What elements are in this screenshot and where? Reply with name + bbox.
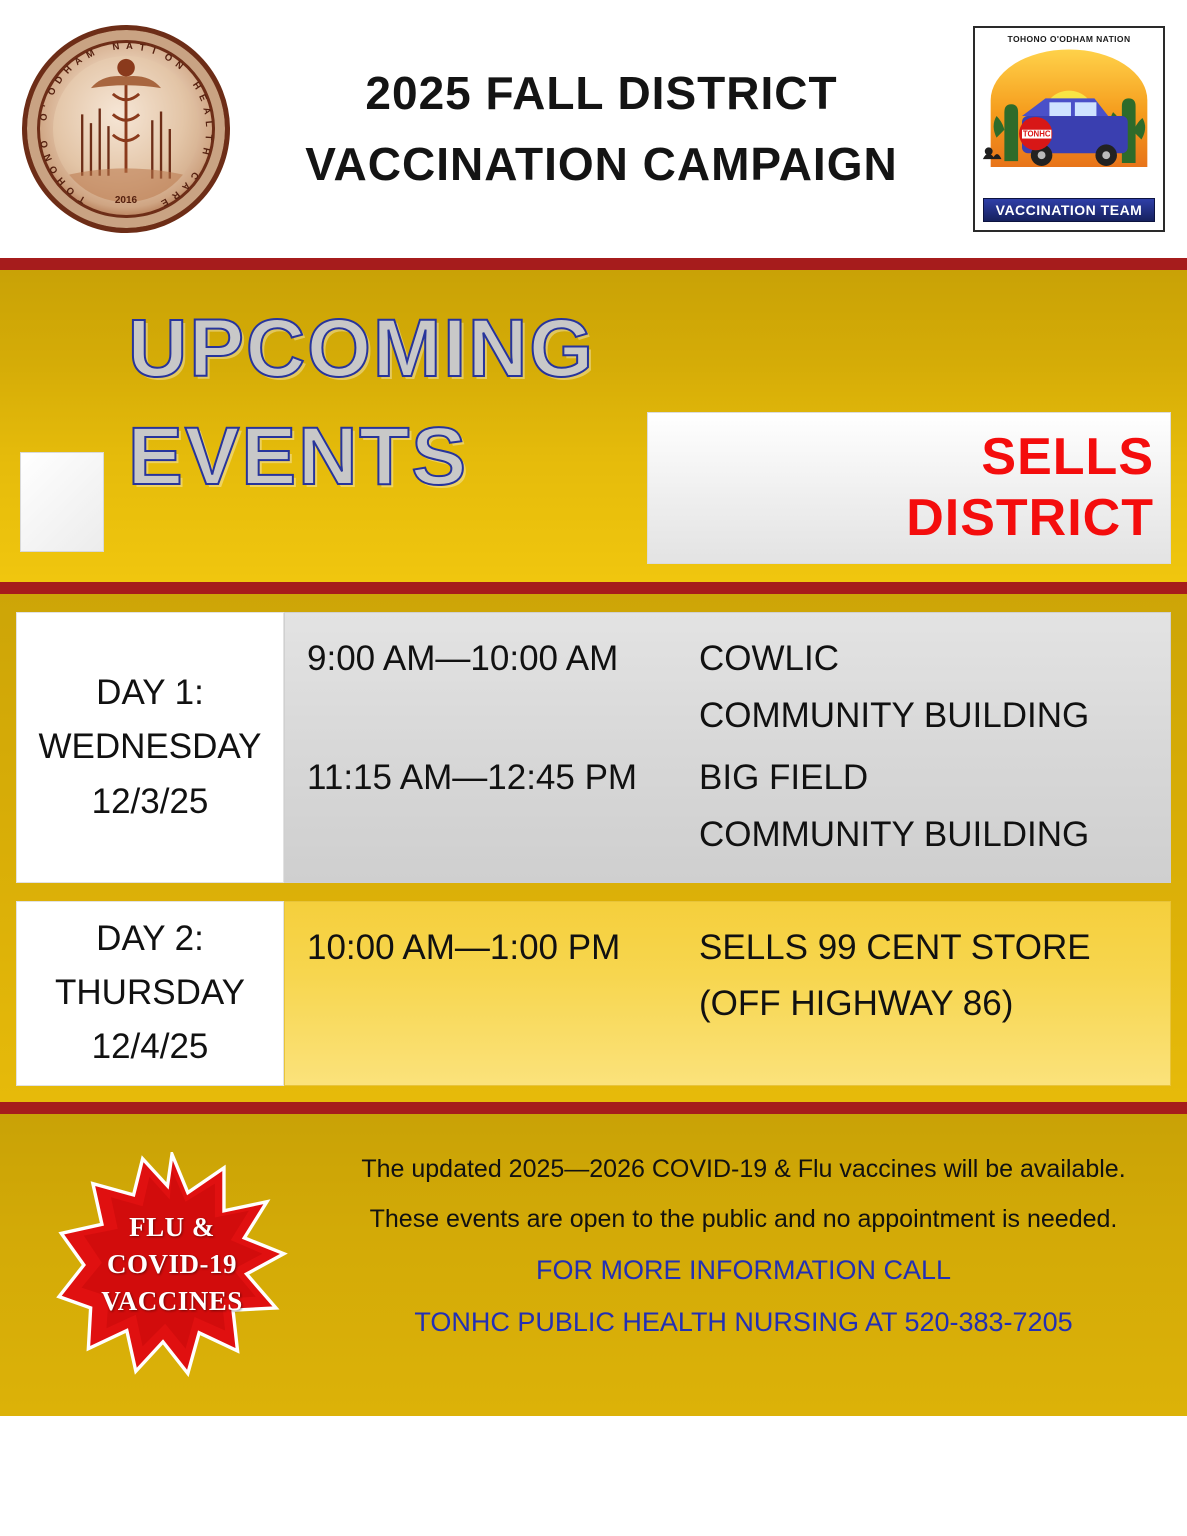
footer-call-2: TONHC PUBLIC HEALTH NURSING AT 520-383-7205 (414, 1307, 1073, 1338)
day1-slot-2-place-line1: BIG FIELD (699, 758, 869, 798)
schedule-row-day2 (16, 901, 1171, 1086)
district-line-1: SELLS (981, 427, 1154, 486)
district-callout (647, 412, 1171, 564)
burst-text (101, 1209, 243, 1321)
schedule-table (0, 594, 1187, 1102)
day2-slots (284, 901, 1171, 1086)
upcoming-events-banner (0, 270, 1187, 582)
burst-line-1: FLU & (129, 1211, 215, 1242)
day1-label-line3: 12/3/25 (91, 781, 209, 821)
day2-slot-1 (307, 920, 1154, 1033)
day2-label-line1: DAY 2: (96, 918, 204, 958)
day1-slot-1-place-line1: COWLIC (699, 639, 839, 678)
day1-label-line2: WEDNESDAY (38, 727, 262, 767)
burst-line-2: COVID-19 (106, 1248, 237, 1279)
day1-slot-1-place (699, 631, 1154, 744)
caduceus-icon (53, 56, 199, 202)
day2-slot-1-time: 10:00 AM—1:00 PM (307, 927, 621, 967)
schedule-row-day1 (16, 612, 1171, 883)
day2-slot-1-place-line1: SELLS 99 CENT STORE (699, 927, 1091, 967)
day1-slot-1-time: 9:00 AM—10:00 AM (307, 639, 619, 678)
seal-inner-emblem (53, 56, 199, 202)
tonhc-seal-logo (22, 25, 230, 233)
day1-slot-1 (307, 631, 1154, 744)
district-line-2: DISTRICT (906, 489, 1154, 547)
day1-label (16, 612, 284, 883)
day1-slot-2-place (699, 750, 1154, 863)
day2-label-line3: 12/4/25 (91, 1027, 209, 1067)
divider-bottom (0, 1102, 1187, 1114)
day2-label (16, 901, 284, 1086)
day1-slot-2-place-line2: COMMUNITY BUILDING (699, 815, 1090, 855)
footer (0, 1114, 1187, 1416)
footer-note-1: The updated 2025—2026 COVID-19 & Flu vaccines will be available. (361, 1154, 1126, 1183)
van-logo-nation-text: TOHONO O'ODHAM NATION (1007, 34, 1131, 44)
divider-middle (0, 582, 1187, 594)
seal-year: 2016 (114, 195, 138, 206)
van-logo-team-label: VACCINATION TEAM (983, 198, 1155, 222)
seal-ring-text: T O H O N O O ' O D H A M N A T I O N H E A L T H C A R E (38, 40, 215, 209)
divider-top (0, 258, 1187, 270)
day2-slot-1-place (699, 920, 1154, 1033)
title-line-2: VACCINATION CAMPAIGN (305, 138, 898, 190)
footer-note-2: These events are open to the public and no appointment is needed. (369, 1204, 1118, 1233)
day1-slot-1-place-line2: COMMUNITY BUILDING (699, 695, 1090, 735)
footer-notes (326, 1136, 1161, 1349)
banner-word-events: EVENTS (128, 411, 469, 502)
day1-label-line1: DAY 1: (96, 673, 204, 712)
day1-slots (284, 612, 1171, 883)
vaccination-team-logo (973, 26, 1165, 232)
page-title (230, 58, 973, 201)
banner-word-upcoming: UPCOMING (128, 303, 595, 394)
header (0, 0, 1187, 258)
svg-text:TONHC: TONHC (1022, 129, 1051, 139)
banner-bullet-box (20, 452, 104, 552)
day2-label-line2: THURSDAY (55, 973, 245, 1012)
vaccination-van-icon (975, 42, 1163, 192)
day1-slot-2 (307, 750, 1154, 863)
day1-slot-2-time: 11:15 AM—12:45 PM (307, 758, 638, 798)
flu-covid-burst-badge (48, 1152, 296, 1378)
burst-line-3: VACCINES (101, 1286, 243, 1317)
title-line-1: 2025 FALL DISTRICT (365, 66, 838, 119)
day2-slot-1-place-line2: (OFF HIGHWAY 86) (699, 984, 1014, 1024)
footer-call-1: FOR MORE INFORMATION CALL (535, 1254, 952, 1285)
